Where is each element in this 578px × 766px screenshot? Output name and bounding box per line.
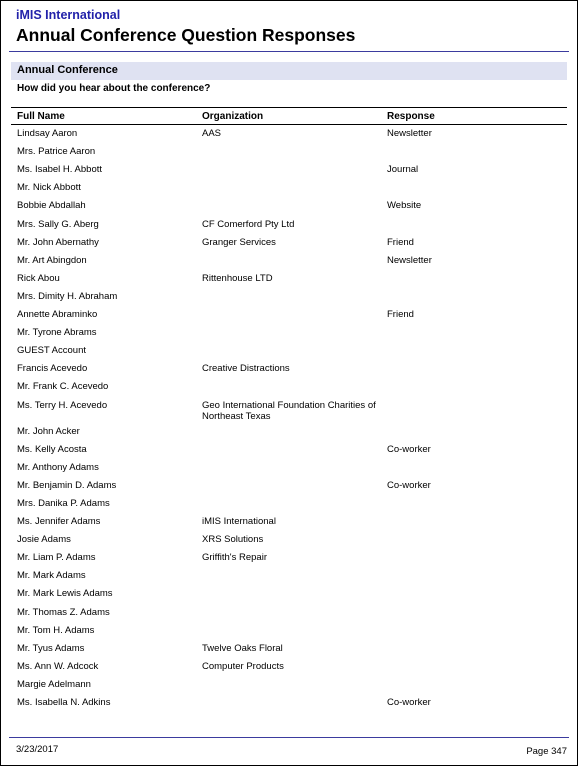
column-header-organization: Organization bbox=[202, 111, 264, 122]
response-cell: Friend bbox=[387, 236, 414, 248]
full-name-cell: Mr. Nick Abbott bbox=[17, 182, 81, 194]
full-name-cell: Ms. Ann W. Adcock bbox=[17, 660, 99, 672]
full-name-cell: Mrs. Patrice Aaron bbox=[17, 146, 96, 158]
full-name-cell: Mrs. Sally G. Aberg bbox=[17, 218, 99, 230]
full-name-cell: Mr. Mark Lewis Adams bbox=[17, 588, 113, 600]
table-row bbox=[1, 569, 577, 582]
full-name-cell: Mr. Thomas Z. Adams bbox=[17, 606, 110, 618]
table-row bbox=[1, 236, 577, 248]
table-row bbox=[1, 127, 577, 139]
response-cell: Newsletter bbox=[387, 254, 432, 266]
full-name-cell: Bobbie Abdallah bbox=[17, 200, 86, 212]
organization-cell: Geo International Foundation Charities of Northeast Texas bbox=[202, 399, 376, 422]
table-row bbox=[1, 443, 577, 455]
table-row bbox=[1, 218, 577, 230]
table-header-bottom-rule bbox=[11, 124, 567, 125]
full-name-cell: Mr. Mark Adams bbox=[17, 570, 86, 582]
table-row bbox=[1, 696, 577, 708]
full-name-cell: Ms. Isabel H. Abbott bbox=[17, 164, 103, 176]
response-cell: Co-worker bbox=[387, 443, 431, 455]
footer-page-number: Page 347 bbox=[526, 746, 567, 757]
organization-cell: AAS bbox=[202, 128, 222, 139]
full-name-cell: Mr. Liam P. Adams bbox=[17, 552, 96, 564]
table-row bbox=[1, 642, 577, 654]
full-name-cell: Ms. Kelly Acosta bbox=[17, 443, 87, 455]
table-row bbox=[1, 497, 577, 509]
full-name-cell: Francis Acevedo bbox=[17, 363, 88, 375]
full-name-cell: Ms. Isabella N. Adkins bbox=[17, 697, 111, 708]
organization-cell: iMIS International bbox=[202, 516, 276, 527]
table-row bbox=[1, 678, 577, 690]
table-row bbox=[1, 425, 577, 437]
table-row bbox=[1, 533, 577, 546]
full-name-cell: Mr. Benjamin D. Adams bbox=[17, 479, 117, 491]
full-name-cell: Mr. Tom H. Adams bbox=[17, 624, 95, 636]
full-name-cell: Margie Adelmann bbox=[17, 678, 91, 690]
full-name-cell: Annette Abraminko bbox=[17, 309, 98, 320]
full-name-cell: Mr. John Acker bbox=[17, 425, 80, 437]
full-name-cell: Mr. Frank C. Acevedo bbox=[17, 381, 109, 393]
response-cell: Newsletter bbox=[387, 128, 432, 139]
full-name-cell: Mr. Art Abingdon bbox=[17, 254, 87, 266]
table-row bbox=[1, 272, 577, 284]
table-header-top-rule bbox=[11, 107, 567, 108]
organization-cell: Computer Products bbox=[202, 660, 284, 672]
table-row bbox=[1, 199, 577, 212]
organization-cell: Creative Distractions bbox=[202, 363, 290, 375]
table-row bbox=[1, 290, 577, 302]
full-name-cell: Rick Abou bbox=[17, 272, 60, 284]
header-divider bbox=[9, 51, 569, 52]
footer-date: 3/23/2017 bbox=[16, 744, 59, 755]
organization-cell: XRS Solutions bbox=[202, 534, 264, 546]
full-name-cell: Lindsay Aaron bbox=[17, 128, 78, 139]
organization-cell: Rittenhouse LTD bbox=[202, 272, 273, 284]
table-row bbox=[1, 326, 577, 339]
table-row bbox=[1, 551, 577, 564]
table-row bbox=[1, 163, 577, 176]
footer-divider bbox=[9, 737, 569, 738]
table-row bbox=[1, 308, 577, 320]
table-row bbox=[1, 660, 577, 672]
response-cell: Co-worker bbox=[387, 479, 431, 491]
response-cell: Co-worker bbox=[387, 697, 431, 708]
full-name-cell: Josie Adams bbox=[17, 534, 71, 546]
table-row bbox=[1, 399, 577, 422]
organization-cell: Twelve Oaks Floral bbox=[202, 642, 283, 654]
table-row bbox=[1, 624, 577, 636]
full-name-cell: Mrs. Dimity H. Abraham bbox=[17, 290, 118, 302]
table-row bbox=[1, 606, 577, 618]
table-row bbox=[1, 587, 577, 600]
full-name-cell: Mr. Tyrone Abrams bbox=[17, 327, 97, 339]
response-cell: Friend bbox=[387, 309, 414, 320]
column-header-full-name: Full Name bbox=[17, 111, 65, 122]
table-row bbox=[1, 362, 577, 375]
organization-cell: Griffith's Repair bbox=[202, 552, 267, 564]
column-header-response: Response bbox=[387, 111, 435, 122]
organization-cell: Granger Services bbox=[202, 236, 276, 248]
response-cell: Website bbox=[387, 200, 422, 212]
table-row bbox=[1, 254, 577, 266]
full-name-cell: Mrs. Danika P. Adams bbox=[17, 497, 110, 509]
table-row bbox=[1, 461, 577, 473]
organization-cell: CF Comerford Pty Ltd bbox=[202, 218, 295, 230]
question-text: How did you hear about the conference? bbox=[17, 83, 211, 94]
report-title: Annual Conference Question Responses bbox=[16, 25, 356, 45]
table-row bbox=[1, 145, 577, 158]
full-name-cell: Mr. Anthony Adams bbox=[17, 461, 99, 473]
full-name-cell: Mr. John Abernathy bbox=[17, 236, 99, 248]
full-name-cell: Ms. Jennifer Adams bbox=[17, 516, 101, 527]
table-row bbox=[1, 479, 577, 491]
full-name-cell: Mr. Tyus Adams bbox=[17, 642, 85, 654]
table-row bbox=[1, 181, 577, 194]
full-name-cell: GUEST Account bbox=[17, 345, 86, 357]
full-name-cell: Ms. Terry H. Acevedo bbox=[17, 399, 108, 411]
table-row bbox=[1, 380, 577, 393]
table-row bbox=[1, 515, 577, 527]
table-row bbox=[1, 344, 577, 357]
section-title: Annual Conference bbox=[17, 64, 118, 76]
brand-name: iMIS International bbox=[16, 8, 121, 22]
response-cell: Journal bbox=[387, 164, 419, 176]
